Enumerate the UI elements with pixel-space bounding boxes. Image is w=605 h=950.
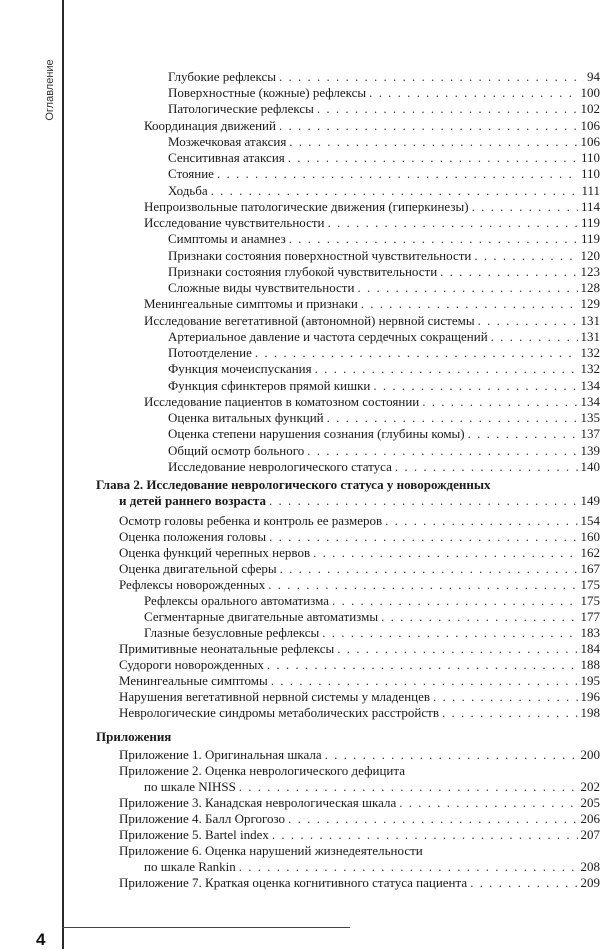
- toc-entry[interactable]: Сложные виды чувствительности . . . 128: [168, 280, 600, 296]
- toc-entry[interactable]: Оценка степени нарушения сознания (глубины комы) . . . 137: [168, 426, 600, 442]
- toc-entry[interactable]: Рефлексы орального автоматизма . . . 175: [144, 593, 600, 609]
- toc-entry[interactable]: по шкале NIHSS . . . 202: [144, 779, 600, 795]
- toc-entry-first-line[interactable]: Приложение 6. Оценка нарушений жизнедеятельности: [119, 843, 423, 858]
- appendix-heading[interactable]: Приложения: [96, 729, 172, 744]
- toc-entry[interactable]: Менингеальные симптомы и признаки . . . 129: [144, 296, 600, 312]
- toc-entry[interactable]: по шкале Rankin . . . 208: [144, 859, 600, 875]
- toc-entry[interactable]: Нарушения вегетативной нервной системы у младенцев . . . 196: [119, 689, 600, 705]
- footer-rule: [62, 927, 350, 928]
- toc-entry[interactable]: Рефлексы новорожденных . . . 175: [119, 577, 600, 593]
- toc-entry[interactable]: Приложение 4. Балл Оргогозо . . . 206: [119, 811, 600, 827]
- margin-rule: [62, 0, 64, 949]
- toc-entry[interactable]: Оценка витальных функций . . . 135: [168, 410, 600, 426]
- toc-entry[interactable]: Признаки состояния глубокой чувствительности . . . 123: [168, 264, 600, 280]
- toc-entry[interactable]: Оценка функций черепных нервов . . . 162: [119, 545, 600, 561]
- toc-entry[interactable]: Сенситивная атаксия . . . 110: [168, 150, 600, 166]
- toc-entry[interactable]: Судороги новорожденных . . . 188: [119, 657, 600, 673]
- chapter-heading[interactable]: Глава 2. Исследование неврологического статуса у новорожденных: [96, 477, 491, 492]
- toc-entry[interactable]: Симптомы и анамнез . . . 119: [168, 231, 600, 247]
- toc-entry[interactable]: Оценка двигательной сферы . . . 167: [119, 561, 600, 577]
- toc-entry[interactable]: Мозжечковая атаксия . . . 106: [168, 134, 600, 150]
- toc-entry[interactable]: Стояние . . . 110: [168, 166, 600, 182]
- toc-entry[interactable]: Приложение 3. Канадская неврологическая шкала . . . 205: [119, 795, 600, 811]
- toc-entry[interactable]: Координация движений . . . 106: [144, 118, 600, 134]
- toc-entry[interactable]: Исследование вегетативной (автономной) нервной системы . . . 131: [144, 313, 600, 329]
- toc-entry-first-line[interactable]: Приложение 2. Оценка неврологического дефицита: [119, 763, 405, 778]
- toc-entry[interactable]: Ходьба . . . 111: [168, 183, 600, 199]
- toc-entry[interactable]: Оценка положения головы . . . 160: [119, 529, 600, 545]
- toc-entry[interactable]: Менингеальные симптомы . . . 195: [119, 673, 600, 689]
- toc-entry[interactable]: Приложение 1. Оригинальная шкала . . . 200: [119, 747, 600, 763]
- toc-entry[interactable]: Функция мочеиспускания . . . 132: [168, 361, 600, 377]
- toc-entry[interactable]: Исследование неврологического статуса . . . 140: [168, 459, 600, 475]
- toc-entry[interactable]: Глазные безусловные рефлексы . . . 183: [144, 625, 600, 641]
- toc-entry[interactable]: Исследование пациентов в коматозном состоянии . . . 134: [144, 394, 600, 410]
- toc-entry[interactable]: Неврологические синдромы метаболических расстройств . . . 198: [119, 705, 600, 721]
- chapter-heading-continuation[interactable]: и детей раннего возраста . . . 149: [119, 493, 600, 509]
- toc-entry[interactable]: Функция сфинктеров прямой кишки . . . 134: [168, 378, 600, 394]
- running-head: Оглавление: [44, 59, 56, 121]
- toc-entry[interactable]: Глубокие рефлексы . . . 94: [168, 69, 600, 85]
- toc-entry[interactable]: Приложение 7. Краткая оценка когнитивного статуса пациента . . . 209: [119, 875, 600, 891]
- toc-entry[interactable]: Приложение 5. Bartel index . . . 207: [119, 827, 600, 843]
- toc-entry[interactable]: Поверхностные (кожные) рефлексы . . . 100: [168, 85, 600, 101]
- toc-entry[interactable]: Сегментарные двигательные автоматизмы . . . 177: [144, 609, 600, 625]
- toc-entry[interactable]: Непроизвольные патологические движения (гиперкинезы) . . . 114: [144, 199, 600, 215]
- toc-entry[interactable]: Артериальное давление и частота сердечных сокращений . . . 131: [168, 329, 600, 345]
- toc-entry[interactable]: Общий осмотр больного . . . 139: [168, 443, 600, 459]
- page-number: 4: [36, 930, 46, 949]
- toc-entry[interactable]: Признаки состояния поверхностной чувствительности . . . 120: [168, 248, 600, 264]
- toc-entry[interactable]: Осмотр головы ребенка и контроль ее размеров . . . 154: [119, 513, 600, 529]
- toc-entry[interactable]: Примитивные неонатальные рефлексы . . . 184: [119, 641, 600, 657]
- toc-entry[interactable]: Патологические рефлексы . . . 102: [168, 101, 600, 117]
- toc-entry[interactable]: Потоотделение . . . 132: [168, 345, 600, 361]
- toc-entry[interactable]: Исследование чувствительности . . . 119: [144, 215, 600, 231]
